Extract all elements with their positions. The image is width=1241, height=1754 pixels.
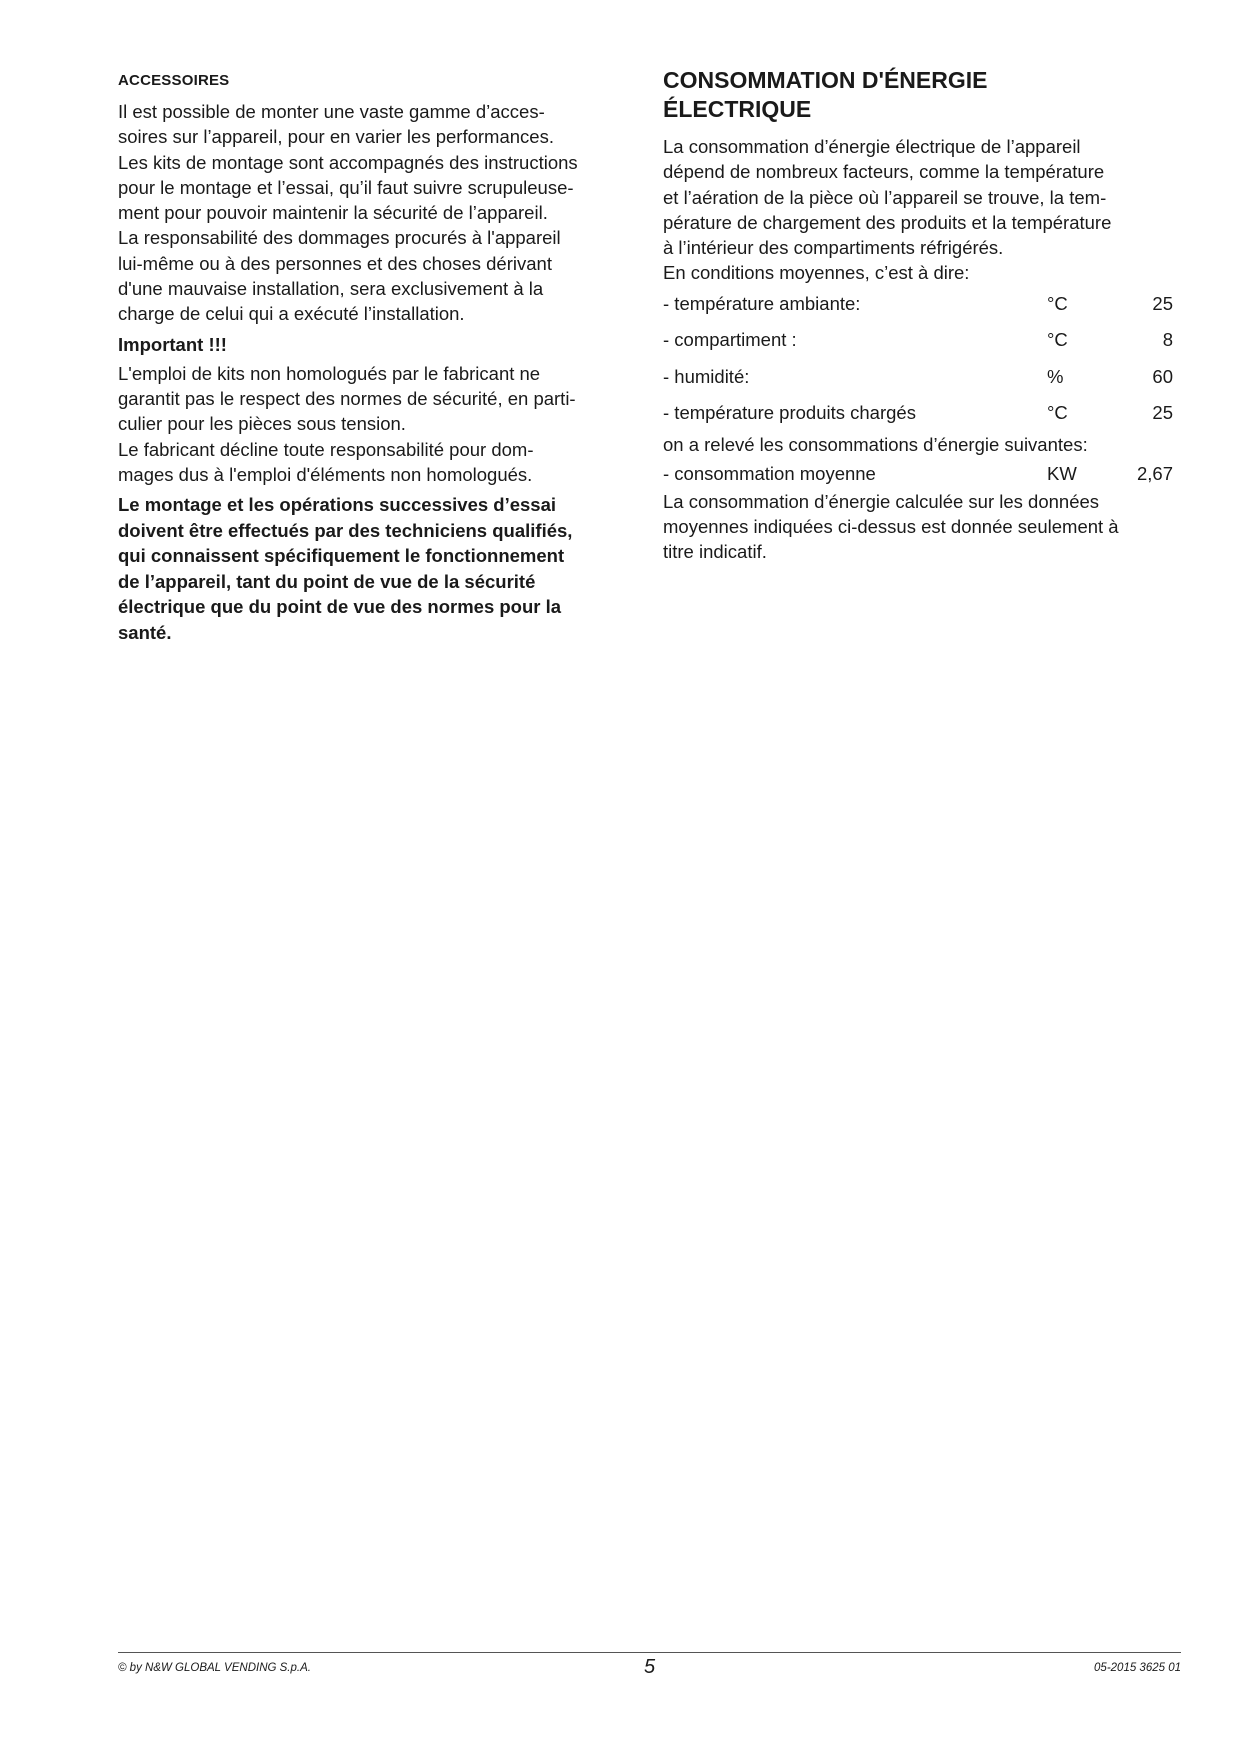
technicians-notice: Le montage et les opérations successives d’essai doivent être effectués par des techniciens qualifiés, qui connaissent spécifiquement le fonctionnement de l’appareil, tant du point de vue de la sécurité électrique que du point de vue des normes pour la santé. (118, 494, 573, 643)
page-number: 5 (643, 1656, 656, 1678)
consumption-label: - consommation moyenne (663, 462, 876, 484)
consumption-value: 2,67 (1136, 462, 1173, 484)
condition-label: - compartiment : (663, 329, 797, 351)
consumption-row (663, 459, 1183, 489)
document-code: 05-2015 3625 01 (1094, 1662, 1181, 1674)
kits-warning-paragraph: L'emploi de kits non homologués par le fabricant ne garantit pas le respect des normes de sécurité, en parti- culier pour les pièces sous tension. Le fabricant décline toute responsabilité pour dom- mages dus à l'emploi d'éléments non homologués. (118, 362, 576, 485)
condition-unit: % (1047, 365, 1064, 387)
section-title-accessories: ACCESSOIRES (118, 72, 230, 89)
condition-row (663, 322, 1183, 359)
condition-row (663, 359, 1183, 396)
measured-consumption-line: on a relevé les consommations d’énergie suivantes: (663, 433, 1088, 455)
condition-unit: °C (1047, 292, 1068, 314)
condition-row (663, 395, 1183, 432)
condition-label: - température ambiante: (663, 292, 861, 314)
condition-label: - température produits chargés (663, 402, 916, 424)
condition-value: 8 (1162, 329, 1173, 351)
important-label: Important !!! (118, 333, 227, 355)
footer-divider (118, 1652, 1181, 1653)
condition-row (663, 286, 1183, 323)
accessories-paragraph: Il est possible de monter une vaste gamme d’acces- soires sur l’appareil, pour en varier les performances. Les kits de montage sont accompagnés des instructions pour le montage et l’essai, qu’il faut suivre scrupuleuse- ment pour pouvoir maintenir la sécurité de l’appareil. La responsabilité des dommages procurés à l'appareil lui-même ou à des personnes et des choses dérivant d'une mauvaise installation, sera exclusivement à la charge de celui qui a exécuté l’installation. (118, 101, 578, 325)
condition-value: 60 (1152, 365, 1173, 387)
energy-section-title: CONSOMMATION D'ÉNERGIE ÉLECTRIQUE (663, 67, 988, 122)
energy-intro-paragraph: La consommation d’énergie électrique de l’appareil dépend de nombreux facteurs, comme la température et l’aération de la pièce où l’appareil se trouve, la tem- pérature de chargement des produits et la température à l’intérieur des compartiments réfrigérés. En conditions moyennes, c’est à dire: (663, 136, 1112, 284)
accessories-column (118, 72, 638, 645)
conditions-table (663, 286, 1183, 432)
condition-value: 25 (1152, 292, 1173, 314)
page-footer (118, 1656, 1181, 1680)
condition-label: - humidité: (663, 365, 750, 387)
condition-unit: °C (1047, 402, 1068, 424)
condition-unit: °C (1047, 329, 1068, 351)
consumption-unit: KW (1047, 462, 1077, 484)
closing-paragraph: La consommation d’énergie calculée sur les données moyennes indiquées ci-dessus est donnée seulement à titre indicatif. (663, 490, 1119, 563)
copyright-text: © by N&W GLOBAL VENDING S.p.A. (118, 1662, 311, 1674)
condition-value: 25 (1152, 402, 1173, 424)
energy-column (663, 66, 1183, 565)
